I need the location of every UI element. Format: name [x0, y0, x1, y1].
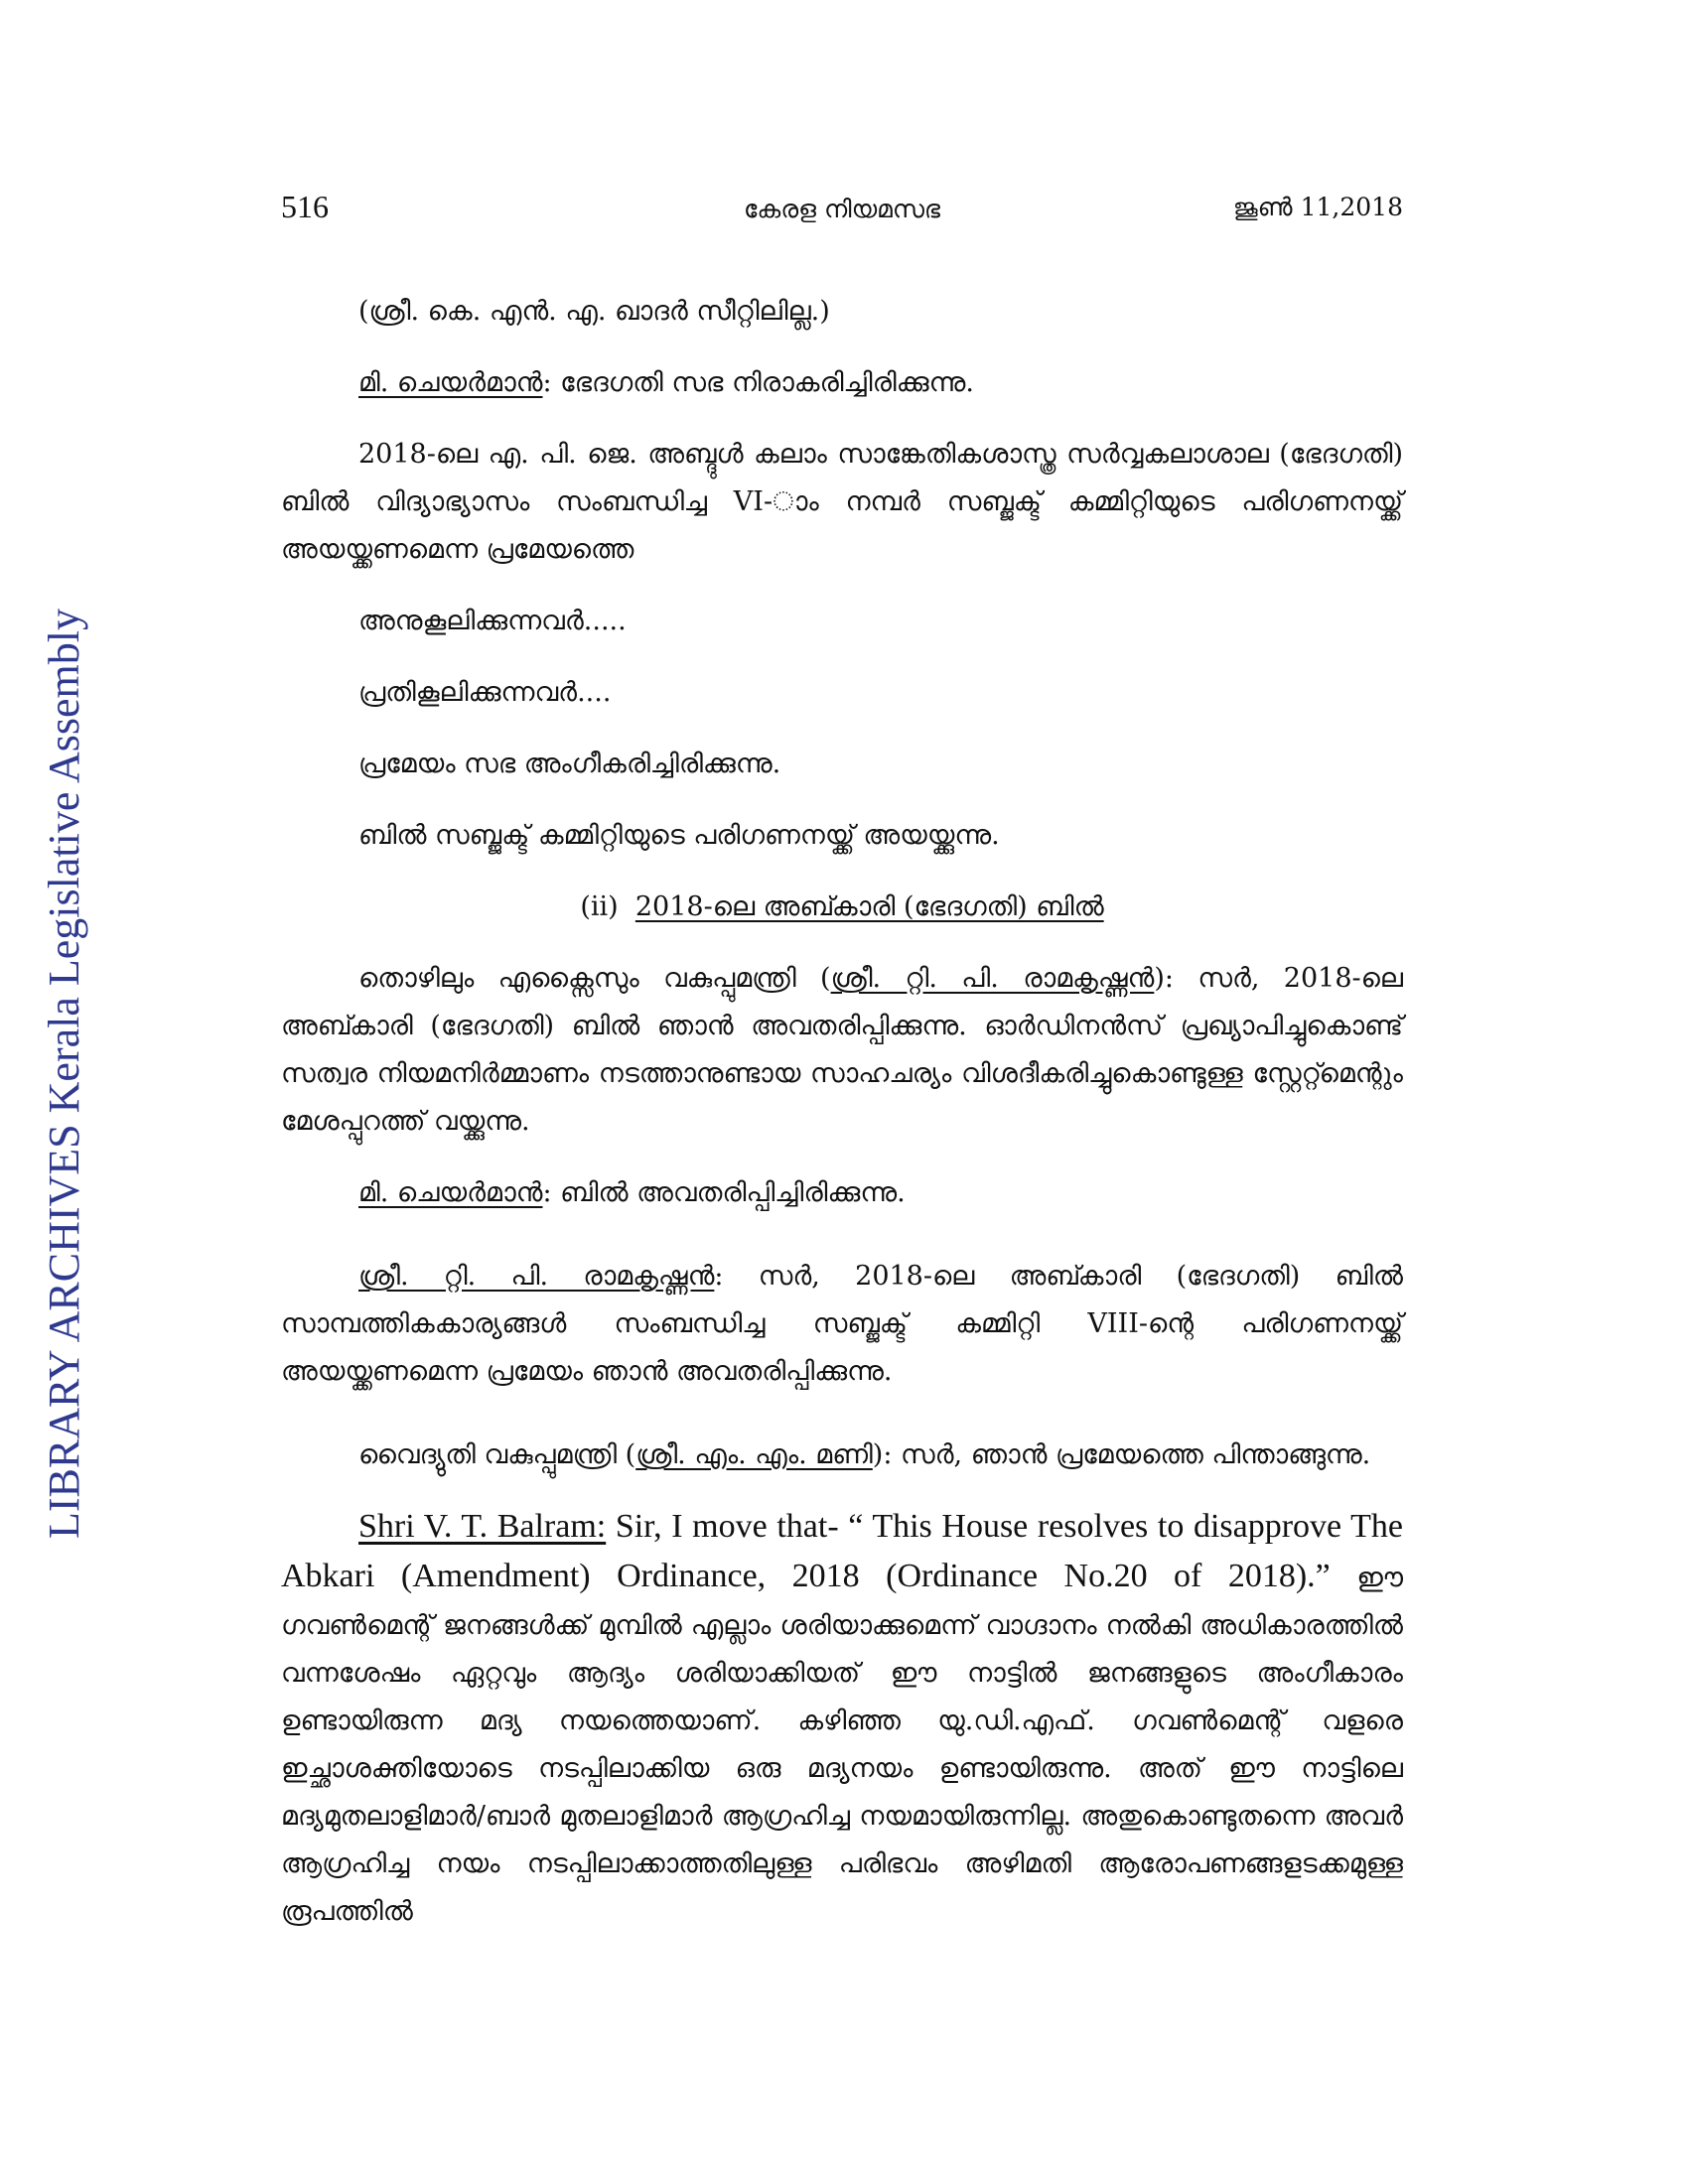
paragraph-6: പ്രമേയം സഭ അംഗീകരിച്ചിരിക്കുന്നു. [358, 749, 781, 779]
paragraph-12 [281, 1503, 1403, 1936]
speaker-name: ശ്രീ. റ്റി. പി. രാമകൃഷ്ണൻ [830, 963, 1155, 994]
speaker-designation: വൈദ്യുതി വകുപ്പുമന്ത്രി ( [358, 1439, 636, 1470]
section-heading [281, 884, 1403, 931]
section-title: 2018-ലെ അബ്കാരി (ഭേദഗതി) ബിൽ [634, 891, 1104, 922]
library-archives-watermark: LIBRARY ARCHIVES Kerala Legislative Assembly [40, 609, 88, 1539]
paragraph-1: (ശ്രീ. കെ. എൻ. എ. ഖാദർ സീറ്റിലില്ല.) [358, 296, 830, 327]
speaker-name: Shri V. T. Balram: [358, 1508, 607, 1545]
page-number: 516 [281, 189, 329, 224]
paragraph-10 [281, 1253, 1403, 1396]
paragraph-4: അനുകൂലിക്കുന്നവർ..... [358, 606, 627, 636]
page-header [281, 189, 1403, 238]
section-number: (ii) [580, 891, 619, 922]
speech-text: : സർ, 2018-ലെ അബ്കാരി (ഭേദഗതി) ബിൽ സാമ്പത്തികകാര്യങ്ങൾ സംബന്ധിച്ച സബ്ജക്ട് കമ്മിറ്റി VIII-ന്റെ പരിഗണനയ്ക്ക് അയയ്ക്കണമെന്ന പ്രമേയം ഞാൻ അവതരിപ്പിക്കുന്നു. [281, 1261, 1403, 1387]
document-body [281, 288, 1403, 1960]
paragraph-11 [281, 1432, 1403, 1479]
speaker-name: ശ്രീ. എം. എം. മണി [635, 1439, 873, 1470]
speech-text: ): സർ, 2018-ലെ അബ്കാരി (ഭേദഗതി) ബിൽ ഞാൻ അവതരിപ്പിക്കുന്നു. ഓർഡിനൻസ് പ്രഖ്യാപിച്ചുകൊണ്ട് സത്വര നിയമനിർമ്മാണം നടത്താനുണ്ടായ സാഹചര്യം വിശദീകരിച്ചുകൊണ്ടുള്ള സ്റ്റേറ്റ്മെന്റും മേശപ്പുറത്ത് വയ്ക്കുന്നു. [281, 963, 1404, 1137]
header-date: ജൂൺ 11,2018 [1232, 193, 1403, 221]
speech-text: : ഭേദഗതി സഭ നിരാകരിച്ചിരിക്കുന്നു. [542, 367, 974, 398]
motion-text-english: Sir, I move that- “ This House resolves to disapprove The Abkari (Amendment) Ordinance, 2018 (Ordinance No.20 of 2018).” [281, 1508, 1403, 1594]
paragraph-8 [281, 955, 1403, 1146]
paragraph-5: പ്രതികൂലിക്കുന്നവർ.... [358, 677, 612, 708]
paragraph-7: ബിൽ സബ്ജക്ട് കമ്മിറ്റിയുടെ പരിഗണനയ്ക്ക് അയയ്ക്കുന്നു. [358, 820, 1000, 851]
speech-text: ): സർ, ഞാൻ പ്രമേയത്തെ പിന്താങ്ങുന്നു. [872, 1439, 1371, 1470]
speech-text: : ബിൽ അവതരിപ്പിച്ചിരിക്കുന്നു. [542, 1177, 906, 1208]
speaker-name: മി. ചെയർമാൻ [358, 1177, 543, 1208]
speaker-name: ശ്രീ. റ്റി. പി. രാമകൃഷ്ണൻ [358, 1261, 715, 1292]
paragraph-3: 2018-ലെ എ. പി. ജെ. അബ്ദുൾ കലാം സാങ്കേതികശാസ്ത്ര സർവ്വകലാശാല (ഭേദഗതി) ബിൽ വിദ്യാഭ്യാസം സംബന്ധിച്ച VI-ാം നമ്പർ സബ്ജക്ട് കമ്മിറ്റിയുടെ പരിഗണനയ്ക്ക് അയയ്ക്കണമെന്ന പ്രമേയത്തെ [281, 439, 1403, 565]
paragraph-9 [281, 1169, 1403, 1217]
header-title: കേരള നിയമസഭ [744, 195, 940, 223]
speaker-name: മി. ചെയർമാൻ [358, 367, 543, 398]
speech-text: ഈ ഗവൺമെന്റ് ജനങ്ങൾക്ക് മുമ്പിൽ എല്ലാം ശരിയാക്കുമെന്ന് വാഗ്ദാനം നൽകി അധികാരത്തിൽ വന്നശേഷം ഏറ്റവും ആദ്യം ശരിയാക്കിയത് ഈ നാട്ടിൽ ജനങ്ങളുടെ അംഗീകാരം ഉണ്ടായിരുന്ന മദ്യ നയത്തെയാണ്. കഴിഞ്ഞ യു.ഡി.എഫ്. ഗവൺമെന്റ് വളരെ ഇച്ഛാശക്തിയോടെ നടപ്പിലാക്കിയ ഒരു മദ്യനയം ഉണ്ടായിരുന്നു. അത് ഈ നാട്ടിലെ മദ്യമുതലാളിമാർ/ബാർ മുതലാളിമാർ ആഗ്രഹിച്ച നയമായിരുന്നില്ല. അതുകൊണ്ടുതന്നെ അവർ ആഗ്രഹിച്ച നയം നടപ്പിലാക്കാത്തതിലുള്ള പരിഭവം അഴിമതി ആരോപണങ്ങളടക്കമുള്ള രൂപത്തിൽ [281, 1563, 1403, 1927]
speaker-designation: തൊഴിലും എക്സൈസും വകുപ്പുമന്ത്രി ( [358, 963, 831, 994]
paragraph-2 [281, 359, 1403, 407]
